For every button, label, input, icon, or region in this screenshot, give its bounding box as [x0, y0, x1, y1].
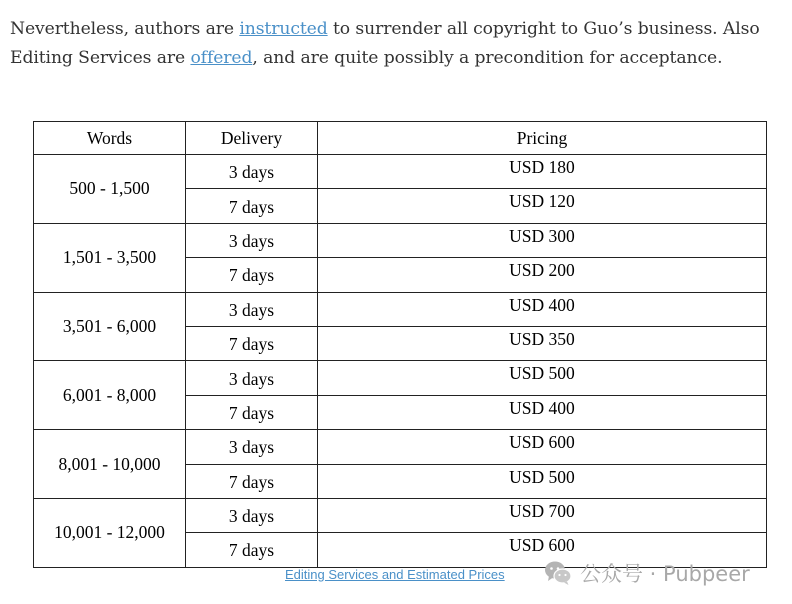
words-cell: 500 - 1,500 [34, 155, 186, 224]
para-line2-after: , and are quite possibly a precondition for acceptance. [252, 48, 723, 68]
words-cell: 1,501 - 3,500 [34, 223, 186, 292]
delivery-cell: 3 days [186, 361, 318, 395]
delivery-cell: 7 days [186, 464, 318, 498]
table-row [34, 223, 767, 257]
delivery-cell: 3 days [186, 498, 318, 532]
table-header-row [34, 122, 767, 155]
price-cell: USD 200 [318, 258, 767, 292]
delivery-cell: 3 days [186, 155, 318, 189]
table-row [34, 430, 767, 464]
delivery-cell: 3 days [186, 223, 318, 257]
para-line1-before: Nevertheless, authors are [10, 19, 240, 39]
price-cell: USD 500 [318, 361, 767, 395]
price-cell: USD 350 [318, 326, 767, 360]
words-cell: 6,001 - 8,000 [34, 361, 186, 430]
price-cell: USD 300 [318, 223, 767, 257]
header-delivery: Delivery [186, 122, 318, 155]
table-row [34, 498, 767, 532]
price-cell: USD 700 [318, 498, 767, 532]
watermark-text: 公众号 · Pubpeer [580, 562, 750, 586]
delivery-cell: 7 days [186, 258, 318, 292]
header-pricing: Pricing [318, 122, 767, 155]
wechat-icon [544, 560, 572, 586]
words-cell: 8,001 - 10,000 [34, 430, 186, 499]
header-words: Words [34, 122, 186, 155]
offered-link[interactable]: offered [190, 48, 253, 68]
watermark [544, 558, 750, 588]
table-row [34, 155, 767, 189]
table-row [34, 292, 767, 326]
delivery-cell: 7 days [186, 326, 318, 360]
pricing-table [33, 121, 767, 568]
table-caption-link[interactable]: Editing Services and Estimated Prices [285, 567, 505, 582]
price-cell: USD 500 [318, 464, 767, 498]
price-cell: USD 400 [318, 395, 767, 429]
delivery-cell: 7 days [186, 395, 318, 429]
para-line1-after: to surrender all copyright to Guo’s business. Also [327, 19, 760, 39]
delivery-cell: 3 days [186, 430, 318, 464]
price-cell: USD 180 [318, 155, 767, 189]
words-cell: 10,001 - 12,000 [34, 498, 186, 567]
delivery-cell: 7 days [186, 533, 318, 567]
price-cell: USD 600 [318, 533, 767, 567]
price-cell: USD 400 [318, 292, 767, 326]
delivery-cell: 7 days [186, 189, 318, 223]
price-cell: USD 120 [318, 189, 767, 223]
intro-paragraph [10, 15, 780, 73]
delivery-cell: 3 days [186, 292, 318, 326]
para-line2-before: Editing Services are [10, 48, 191, 68]
words-cell: 3,501 - 6,000 [34, 292, 186, 361]
price-cell: USD 600 [318, 430, 767, 464]
instructed-link[interactable]: instructed [239, 19, 328, 39]
table-row [34, 361, 767, 395]
